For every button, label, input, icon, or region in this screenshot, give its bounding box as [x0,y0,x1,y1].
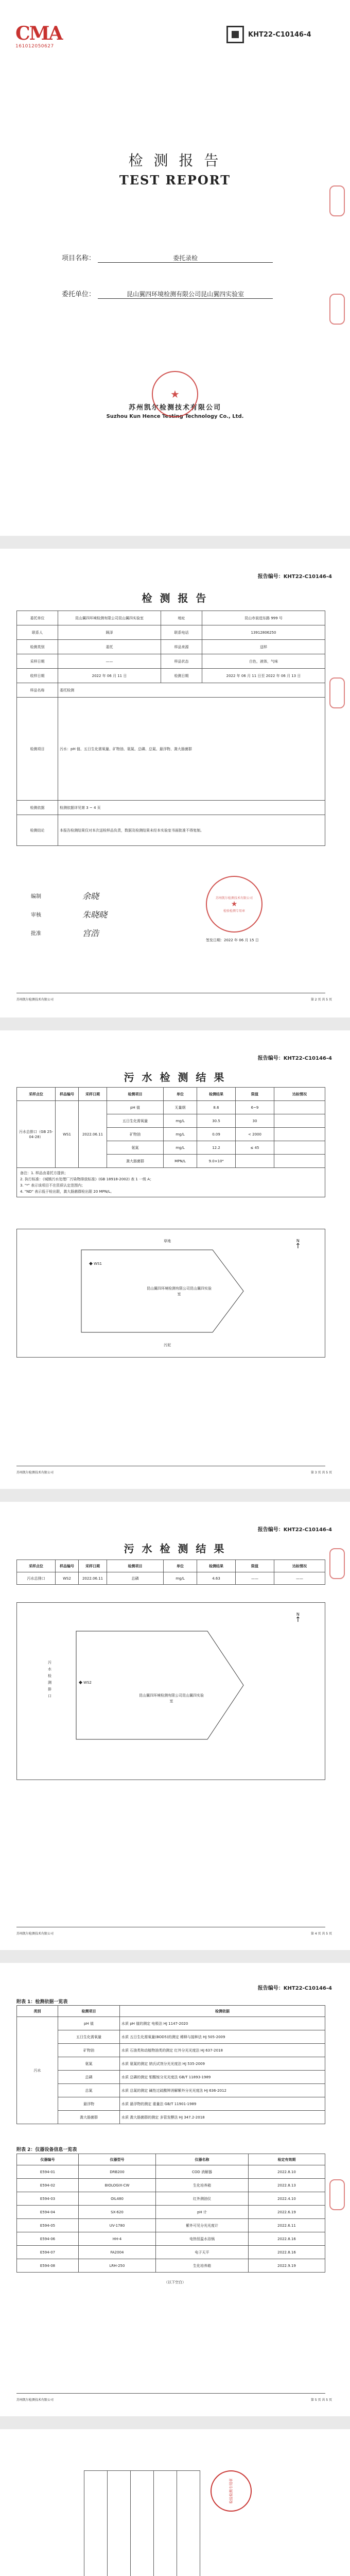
report-page-5 [0,1963,350,2416]
map-facility-label: 昆山翼四环境检测有限公司昆山翼四实验室 [147,1286,212,1296]
table-row: 检测结论 本报告检测结果仅对本次送检样品负责，数据及检测结果未经本实验室书面批准不得复制。 [17,815,325,846]
table-row: 污水 pH 值 水质 pH 值的测定 电极法 HJ 1147-2020 [17,2017,325,2030]
cover-title-cn: 检 测 报 告 [128,152,222,169]
table-row: E594-06 HH-4 电热恒温水浴锅 2022.8.16 [17,2232,325,2246]
end-marker: （以下空白） [164,2280,186,2284]
report-number: 报告编号：KHT22-C10146-4 [257,1527,332,1533]
map-side-label: 污 水 检 测 排 口 [48,1660,51,1698]
page-number: 第 3 页 共 5 页 [310,1471,332,1475]
table-title: 附表 1：检测依据一览表 [16,1999,68,2005]
table-row: 矿物油 水质 石油类和动植物油类的测定 红外分光光度法 HJ 637-2018 [17,2044,325,2057]
report-page-3 [0,1030,350,1489]
cover-client-row: 委托单位： 昆山翼四环境检测有限公司昆山翼四实验室 [62,289,299,299]
results-table [16,1560,325,1585]
table-header: 类别 检测项目 检测依据 [17,2006,325,2017]
table-row: 氨氮 mg/L 12.2 ≤ 45 [17,1141,325,1155]
table-row: E594-07 FA2004 电子天平 2022.8.16 [17,2246,325,2259]
page-number: 第 4 页 共 5 页 [310,1932,332,1936]
label-row [84,2471,108,2576]
report-number: 报告编号：KHT22-C10146-4 [257,1986,332,1991]
table-row: E594-03 OIL480 红外测油仪 2022.4.10 [17,2192,325,2206]
table-row: 五日生化需氧量 mg/L 30.5 30 [17,1114,325,1128]
table-row: 采样日期 —— 样品状态 白色，液体，气味 [17,654,325,669]
table-row: 检测类别 委托 样品来源 送样 [17,640,325,654]
sampling-map: N ↑ 草地 ◆ WS1 昆山翼四环境检测有限公司昆山翼四实验室 污泥 [16,1229,325,1358]
page-title: 污 水 检 测 结 果 [124,1071,226,1083]
table-row: 氨氮 水质 氨氮的测定 纳氏试剂分光光度法 HJ 535-2009 [17,2057,325,2071]
sample-point-ws1: ◆ WS1 [89,1261,102,1266]
page-number: 第 2 页 共 5 页 [310,998,332,1002]
basic-info-table [16,611,325,846]
company-name-cn: 苏州凯尔检测技术有限公司 [128,404,221,412]
label-row [108,2471,131,2576]
north-arrow: N ↑ [295,1239,301,1250]
inspection-stamp: 检验检测专用章 [211,2470,252,2512]
issue-date: 签发日期：2022 年 06 月 15 日 [206,938,259,942]
map-facility-label: 昆山翼四环境检测有限公司昆山翼四实验室 [139,1693,204,1703]
table-header: 采样点位 样品编号 采样日期 检测项目 单位 检测结果 限值 达标情况 [17,1088,325,1101]
table-row: 检测项目 污水：pH 值、五日生化需氧量、矿物油、氨氮、总磷、总氮、悬浮物、粪大肠菌群 [17,698,325,801]
label-row [131,2471,154,2576]
table-row: 收样日期 2022 年 06 月 11 日 检测日期 2022 年 06 月 11 日至 2022 年 06 月 13 日 [17,669,325,683]
table-row: 五日生化需氧量 水质 五日生化需氧量(BOD5)的测定 稀释与接种法 HJ 505-2009 [17,2030,325,2044]
table-row: E594-04 SX-620 pH 计 2022.6.19 [17,2206,325,2219]
table-row: E594-02 BIOLOGIX-CW 生化培养箱 2022.8.13 [17,2179,325,2192]
results-table [16,1087,325,1197]
table-row: 检测依据 检测依据详见第 3 ~ 4 页 [17,801,325,815]
table-row: 委托单位 昆山翼四环境检测有限公司昆山翼四实验室 地址 昆山市前进东路 999 号 [17,611,325,625]
qr-code-icon [226,26,244,43]
table-row: 备注：1. 样品由委托方提供； 2. 执行标准：《城镇污水处理厂污染物排放标准》(GB 18918-2002) 表 1 一级 A； 3. "*" 表示该项目不在资质认定范围内； 4. "ND" 表示低于检出限，粪大肠菌群检出限 20 MPN/L。 [17,1168,325,1197]
side-seal-mark [329,294,345,325]
vertical-report-number [62,2450,74,2576]
cma-number: 161012050627 [15,44,54,49]
table-row: 粪大肠菌群 水质 粪大肠菌群的测定 多管发酵法 HJ 347.2-2018 [17,2111,325,2124]
signature: 朱晓晓 [82,909,108,920]
table-row: 总氮 水质 总氮的测定 碱性过硫酸钾消解紫外分光光度法 HJ 636-2012 [17,2084,325,2097]
table-row: 样品名称 委托检测 [17,683,325,698]
table-row: 污水总排口 WS2 2022.06.11 总磷 mg/L 4.63 —— —— [17,1572,325,1585]
company-stamp: ★ [152,371,198,417]
table-row: 联系人 顾泽 联系电话 13912806250 [17,625,325,640]
page-number: 第 5 页 共 5 页 [310,2398,332,2402]
table-header: 采样点位 样品编号 采样日期 检测项目 单位 检测结果 限值 达标情况 [17,1560,325,1572]
table-row: E594-08 LRH-250 生化培养箱 2022.9.19 [17,2259,325,2273]
table-row: 总磷 水质 总磷的测定 钼酸铵分光光度法 GB/T 11893-1989 [17,2071,325,2084]
signature: 余晓 [82,891,99,901]
report-page-4 [0,1502,350,1950]
side-seal-mark [329,1548,345,1579]
cover-page [0,0,350,536]
table-row: 污水总排口（GB 25-04-28） WS1 2022.06.11 pH 值 无量纲 8.6 6~9 [17,1101,325,1114]
sample-point-ws2: ◆ WS2 [79,1680,92,1685]
table-row: E594-01 DRB200 COD 消解器 2022.8.10 [17,2165,325,2179]
report-number-cover: KHT22-C10146-4 [226,26,311,43]
side-seal-mark [329,677,345,708]
rotated-label-sheet [62,2450,288,2576]
page-footer: 苏州凯尔检测技术有限公司 [16,2398,54,2402]
report-page-6 [0,2429,350,2576]
table-title: 附表 2：仪器设备信息一览表 [16,2147,77,2153]
table-header: 仪器编号 仪器型号 仪器名称 检定有效期 [17,2154,325,2165]
page-title: 检 测 报 告 [142,592,208,604]
cover-title-en: TEST REPORT [119,173,231,188]
report-number: 报告编号：KHT22-C10146-4 [257,1056,332,1061]
report-page-2 [0,549,350,1018]
site-outline [74,1629,249,1742]
equipment-table [16,2154,325,2273]
cma-logo [15,23,64,52]
page-footer: 苏州凯尔检测技术有限公司 [16,1471,54,1475]
basis-table [16,2005,325,2124]
north-arrow: N ↑ [295,1612,301,1624]
label-row [154,2471,177,2576]
report-number: 报告编号：KHT22-C10146-4 [257,574,332,580]
cover-project-row: 项目名称： 委托录检 [62,252,299,263]
cma-mark: CMA [15,23,62,44]
table-row: 悬浮物 水质 悬浮物的测定 重量法 GB/T 11901-1989 [17,2097,325,2111]
cover-company [0,371,350,419]
table-row: 粪大肠菌群 MPN/L 9.0×10⁴ [17,1155,325,1168]
page-footer: 苏州凯尔检测技术有限公司 [16,1932,54,1936]
label-row [177,2471,200,2576]
signature: 宫浩 [82,928,99,938]
table-row: 矿物油 mg/L 0.09 < 2000 [17,1128,325,1141]
page-footer: 苏州凯尔检测技术有限公司 [16,998,54,1002]
side-seal-mark [329,185,345,216]
page-title: 污 水 检 测 结 果 [124,1543,226,1555]
inspection-stamp: 苏州凯尔检测技术有限公司 ★ 检验检测专用章 [206,876,262,933]
signature-block: 编制 余晓 审核 朱晓晓 批准 宫浩 [31,886,196,942]
side-seal-mark [329,2179,345,2210]
company-name-en: Suzhou Kun Hence Testing Technology Co., Ltd. [106,414,244,419]
sampling-map [16,1602,325,1780]
table-row: E594-05 UV-1780 紫外可见分光光度计 2022.6.11 [17,2219,325,2232]
